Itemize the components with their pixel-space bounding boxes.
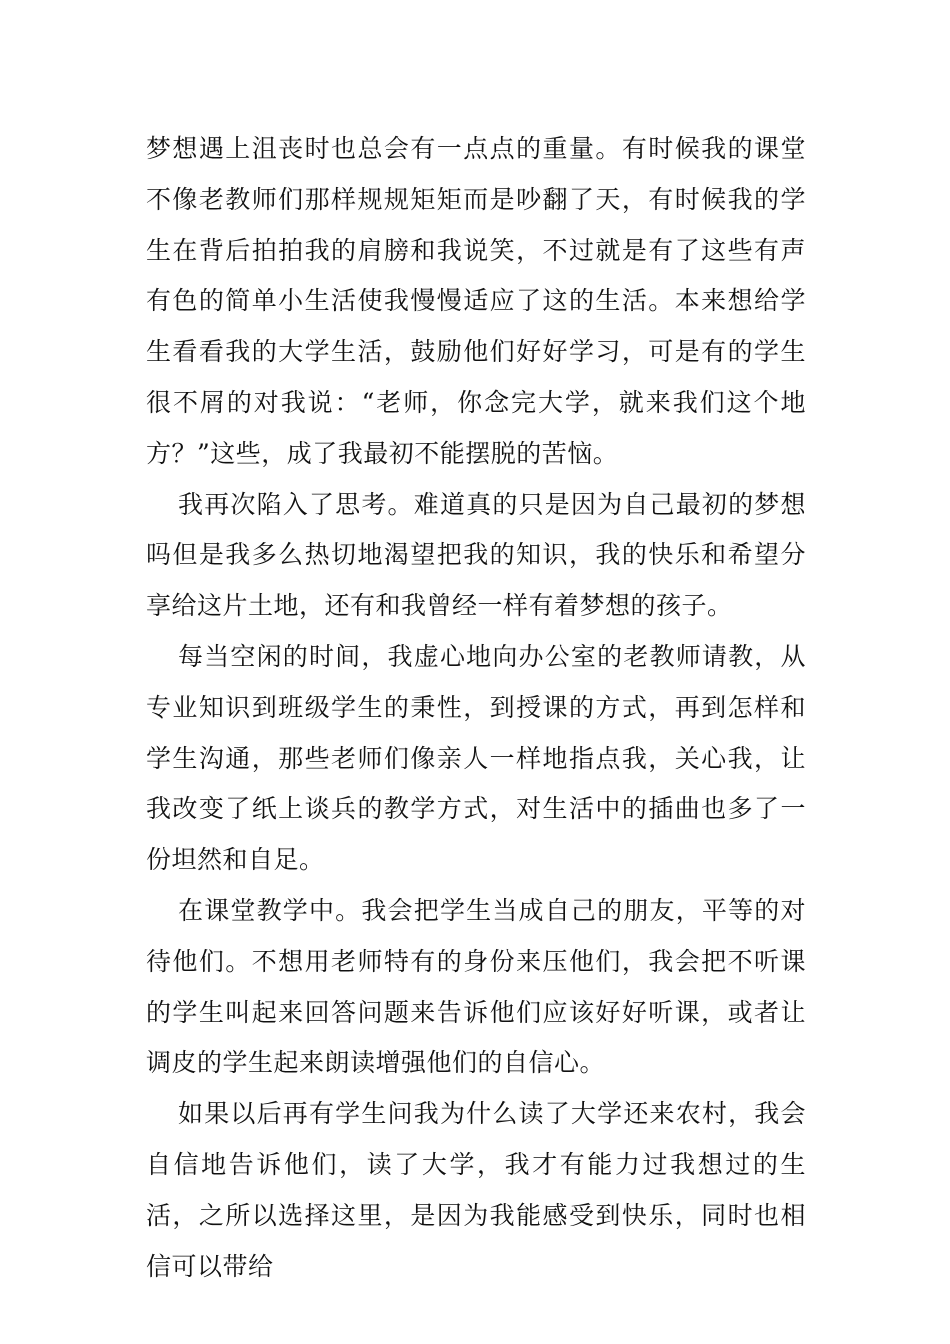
- paragraph-2: 我再次陷入了思考。难道真的只是因为自己最初的梦想吗但是我多么热切地渴望把我的知识，我的快乐和希望分享给这片土地，还有和我曾经一样有着梦想的孩子。: [146, 489, 806, 621]
- document-body: [146, 124, 806, 1292]
- paragraph-4: 在课堂教学中。我会把学生当成自己的朋友，平等的对待他们。不想用老师特有的身份来压他们，我会把不听课的学生叫起来回答问题来告诉他们应该好好听课，或者让调皮的学生起来朗读增强他们的自信心。: [146, 895, 806, 1078]
- paragraph-5: 如果以后再有学生问我为什么读了大学还来农村，我会自信地告诉他们，读了大学，我才有能力过我想过的生活，之所以选择这里，是因为我能感受到快乐，同时也相信可以带给: [146, 1099, 806, 1281]
- paragraph-3: 每当空闲的时间，我虚心地向办公室的老教师请教，从专业知识到班级学生的秉性，到授课的方式，再到怎样和学生沟通，那些老师们像亲人一样地指点我，关心我，让我改变了纸上谈兵的教学方式，对生活中的插曲也多了一份坦然和自足。: [146, 641, 806, 875]
- paragraph-1: 梦想遇上沮丧时也总会有一点点的重量。有时候我的课堂不像老教师们那样规规矩矩而是吵翻了天，有时候我的学生在背后拍拍我的肩膀和我说笑，不过就是有了这些有声有色的简单小生活使我慢慢适应了这的生活。本来想给学生看看我的大学生活，鼓励他们好好学习，可是有的学生很不屑的对我说：“老师，你念完大学，就来我们这个地方？”这些，成了我最初不能摆脱的苦恼。: [146, 134, 806, 468]
